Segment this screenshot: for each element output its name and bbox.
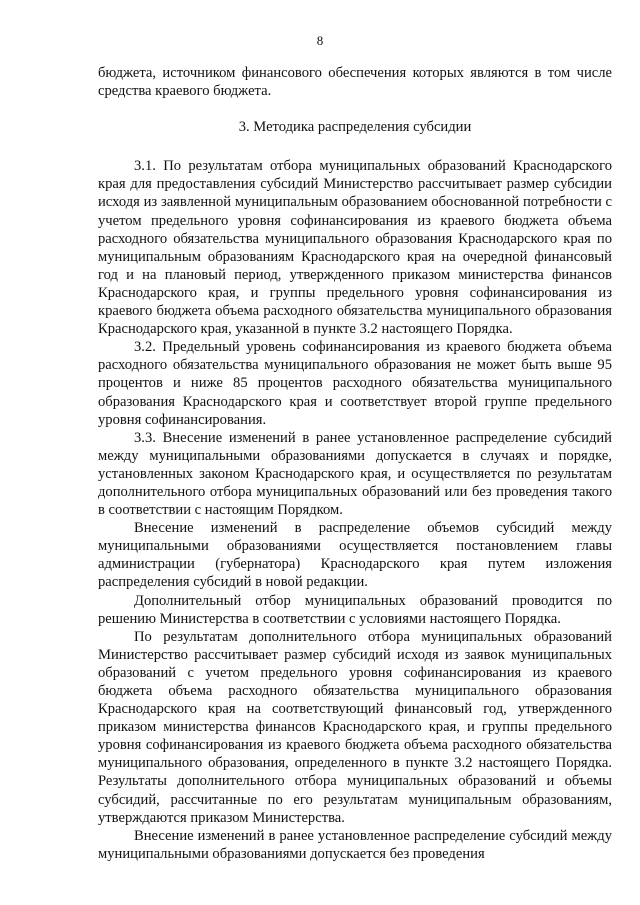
paragraph-3-2: 3.2. Предельный уровень софинансирования из краевого бюджета объема расходного обязательства муниципального образования не может быть выше 95 процентов и ниже 85 процентов расходного обязательства муниципального образования Краснодарского края и соответствует второй группе предельного уровня софинансирования. — [98, 339, 612, 428]
paragraph-selection-results: По результатам дополнительного отбора муниципальных образований Министерство рассчитывает размер субсидий исходя из заявок муниципальных образований с учетом предельного уровня софинансирования из краевого бюджета объема расходного обязательства муниципального образования Краснодарского края на соответствующий финансовый год, утвержденного приказом министерства финансов Краснодарского края, и группы предельного уровня софинансирования из краевого бюджета объема расходного обязательства муниципального образования, определенного в пункте 3.2 настоящего Порядка. Результаты дополнительного отбора муниципальных образований и объемы субсидий, рассчитанные по его результатам муниципальным образованиям, утверждаются приказом Министерства. — [98, 628, 612, 826]
paragraph-3-1: 3.1. По результатам отбора муниципальных образований Краснодарского края для предоставления субсидий Министерство рассчитывает размер субсидии исходя из заявленной муниципальным образованием обоснованной потребности с учетом предельного уровня софинансирования из краевого бюджета объема расходного обязательства муниципального образования Краснодарского края по муниципальным образованиям Краснодарского края на очередной финансовый год и на плановый период, утвержденного приказом министерства финансов Краснодарского края, и группы предельного уровня софинансирования из краевого бюджета объема расходного обязательства муниципального образования Краснодарского края, указанной в пункте 3.2 настоящего Порядка. — [98, 158, 612, 338]
paragraph-additional-selection: Дополнительный отбор муниципальных образований проводится по решению Министерства в соответствии с условиями настоящего Порядка. — [98, 592, 612, 627]
paragraph-continuation: бюджета, источником финансового обеспечения которых являются в том числе средства краевого бюджета. — [98, 65, 612, 100]
paragraph-amendment: Внесение изменений в распределение объемов субсидий между муниципальными образованиями осуществляется постановлением главы администрации (губернатора) Краснодарского края путем изложения распределения субсидий в новой редакции. — [98, 520, 612, 591]
page-number: 8 — [316, 33, 324, 48]
document-body — [98, 64, 612, 863]
paragraph-3-3: 3.3. Внесение изменений в ранее установленное распределение субсидий между муниципальными образованиями допускается в случаях и порядке, установленных законом Краснодарского края, и осуществляется по результатам дополнительного отбора муниципальных образований или без проведения такого в соответствии с настоящим Порядком. — [98, 429, 612, 519]
section-heading: 3. Методика распределения субсидии — [238, 119, 472, 136]
paragraph-amendment-without-selection: Внесение изменений в ранее установленное распределение субсидий между муниципальными образованиями допускается без проведения — [98, 827, 612, 862]
